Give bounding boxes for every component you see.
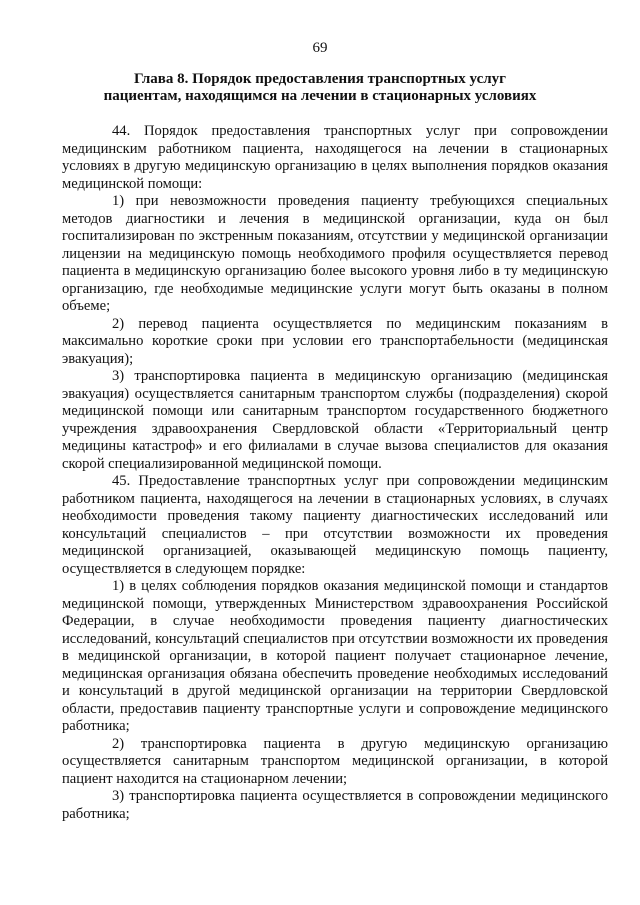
chapter-title: Глава 8. Порядок предоставления транспортных услуг пациентам, находящимся на лечении в стационарных условиях <box>103 71 537 104</box>
paragraph-44: 44. Порядок предоставления транспортных услуг при сопровождении медицинским работником пациента, находящегося на лечении в стационарных условиях в другую медицинскую организацию в целях выполнения порядков оказания медицинской помощи: <box>62 123 608 192</box>
paragraph-45-item-3: 3) транспортировка пациента осуществляется в сопровождении медицинского работника; <box>62 788 608 822</box>
page-number: 69 <box>312 40 328 56</box>
paragraph-45: 45. Предоставление транспортных услуг при сопровождении медицинским работником пациента, находящегося на лечении в стационарных условиях, в случаях необходимости проведения такому пациенту диагностических исследований или консультаций специалистов – при отсутствии возможности их проведения медицинской организацией, оказывающей медицинскую помощь пациенту, осуществляется в следующем порядке: <box>62 473 608 577</box>
paragraph-45-item-1: 1) в целях соблюдения порядков оказания медицинской помощи и стандартов медицинской помощи, утвержденных Министерством здравоохранения Российской Федерации, в случае необходимости проведения пациенту диагностических исследований, консультаций специалистов при отсутствии возможности их проведения в медицинской организации, в которой пациент получает стационарное лечение, медицинская организация обязана обеспечить проведение необходимых исследований и консультаций в другой медицинской организации на территории Свердловской области, предоставив пациенту транспортные услуги и сопровождение медицинского работника; <box>62 578 608 734</box>
paragraph-45-item-2: 2) транспортировка пациента в другую медицинскую организацию осуществляется санитарным транспортом медицинской организации, в которой пациент находится на стационарном лечении; <box>62 735 608 787</box>
document-body <box>62 123 608 823</box>
paragraph-44-item-3: 3) транспортировка пациента в медицинскую организацию (медицинская эвакуация) осуществляется санитарным транспортом службы (подразделения) скорой медицинской помощи или санитарным транспортом государственного бюджетного учреждения здравоохранения Свердловской области «Территориальный центр медицины катастроф» и его филиалами в случае вызова специалистов для оказания скорой специализированной медицинской помощи. <box>62 368 608 472</box>
paragraph-44-item-2: 2) перевод пациента осуществляется по медицинским показаниям в максимально короткие сроки при условии его транспортабельности (медицинская эвакуация); <box>62 315 608 367</box>
paragraph-44-item-1: 1) при невозможности проведения пациенту требующихся специальных методов диагностики и лечения в медицинской организации, куда он был госпитализирован по экстренным показаниям, отсутствии у медицинской организации лицензии на медицинскую помощь необходимого профиля осуществляется перевод пациента в медицинскую организацию более высокого уровня либо в ту медицинскую организацию, где необходимые медицинские услуги могут быть оказаны в полном объеме; <box>62 193 608 314</box>
